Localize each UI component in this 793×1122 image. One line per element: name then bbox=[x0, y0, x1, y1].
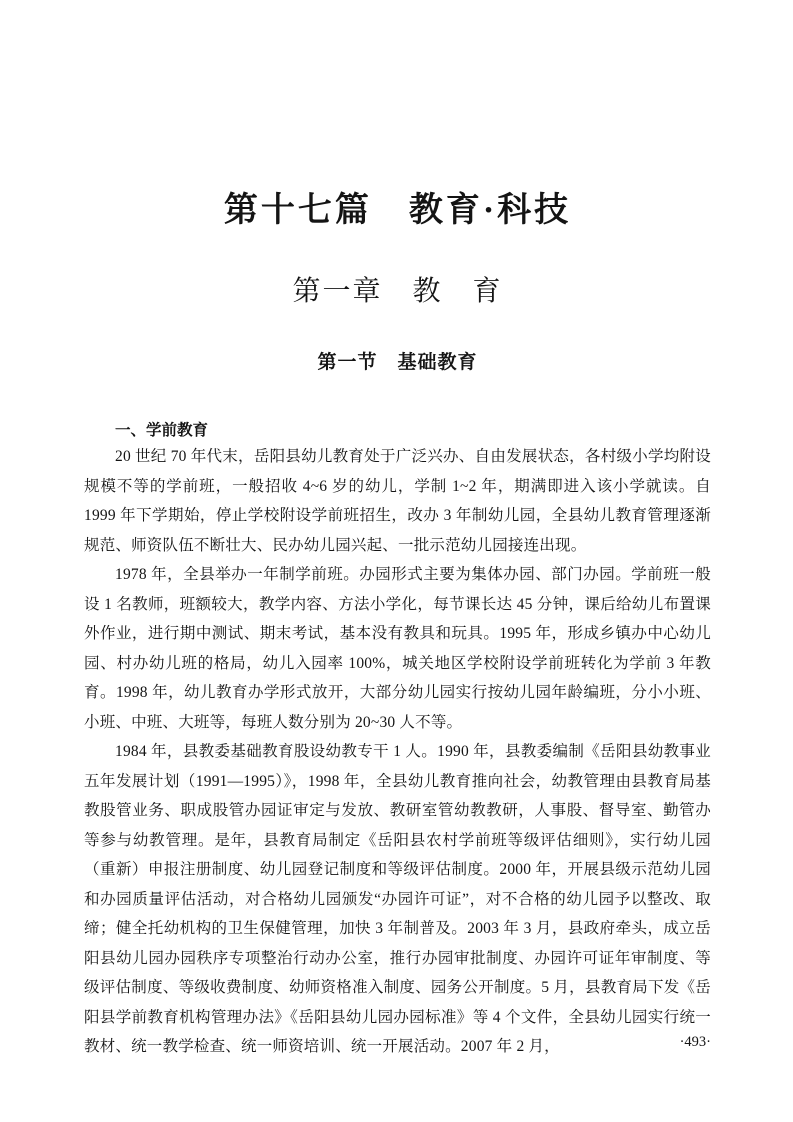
paragraph: 20 世纪 70 年代末，岳阳县幼儿教育处于广泛兴办、自由发展状态，各村级小学均附设规模不等的学前班，一般招收 4~6 岁的幼儿，学制 1~2 年，期满即进入该小学就读。自 1999 年下学期始，停止学校附设学前班招生，改办 3 年制幼儿园，全县幼儿教育管理逐渐规范、师资队伍不断壮大、民办幼儿园兴起、一批示范幼儿园接连出现。 bbox=[84, 448, 711, 554]
section-title: 第一节 基础教育 bbox=[317, 352, 478, 373]
paragraph: 1984 年，县教委基础教育股设幼教专干 1 人。1990 年，县教委编制《岳阳县幼教事业五年发展计划（1991—1995）》，1998 年，全县幼儿教育推向社会，幼教管理由县教育局基教股管业务、职成股管办园证审定与发放、教研室管幼教教研，人事股、督导室、勤管办等参与幼教管理。是年，县教育局制定《岳阳县农村学前班等级评估细则》，实行幼儿园（重新）申报注册制度、幼儿园登记制度和等级评估制度。2000 年，开展县级示范幼儿园和办园质量评估活动，对合格幼儿园颁发“办园许可证”，对不合格的幼儿园予以整改、取缔；健全托幼机构的卫生保健管理，加快 3 年制普及。2003 年 3 月，县政府牵头，成立岳阳县幼儿园办园秩序专项整治行动办公室，推行办园审批制度、办园许可证年审制度、等级评估制度、等级收费制度、幼师资格准入制度、园务公开制度。5 月，县教育局下发《岳阳县学前教育机构管理办法》《岳阳县幼儿园办园标准》等 4 个文件，全县幼儿园实行统一教材、统一教学检查、统一师资培训、统一开展活动。2007 年 2 月， bbox=[84, 743, 711, 1055]
paragraph: 1978 年，全县举办一年制学前班。办园形式主要为集体办园、部门办园。学前班一般设 1 名教师，班额较大，教学内容、方法小学化，每节课长达 45 分钟，课后给幼儿布置课外作业，进行期中测试、期末考试，基本没有教具和玩具。1995 年，形成乡镇办中心幼儿园、村办幼儿班的格局，幼儿入园率 100%，城关地区学校附设学前班转化为学前 3 年教育。1998 年，幼儿教育办学形式放开，大部分幼儿园实行按幼儿园年龄编班，分小小班、小班、中班、大班等，每班人数分别为 20~30 人不等。 bbox=[84, 566, 711, 731]
page-number: ·493· bbox=[679, 1034, 711, 1050]
subsection-title: 一、学前教育 bbox=[115, 422, 209, 439]
body-text bbox=[84, 420, 711, 1062]
chapter-title: 第一章 教 育 bbox=[292, 276, 503, 307]
part-title: 第十七篇 教育·科技 bbox=[223, 192, 572, 229]
